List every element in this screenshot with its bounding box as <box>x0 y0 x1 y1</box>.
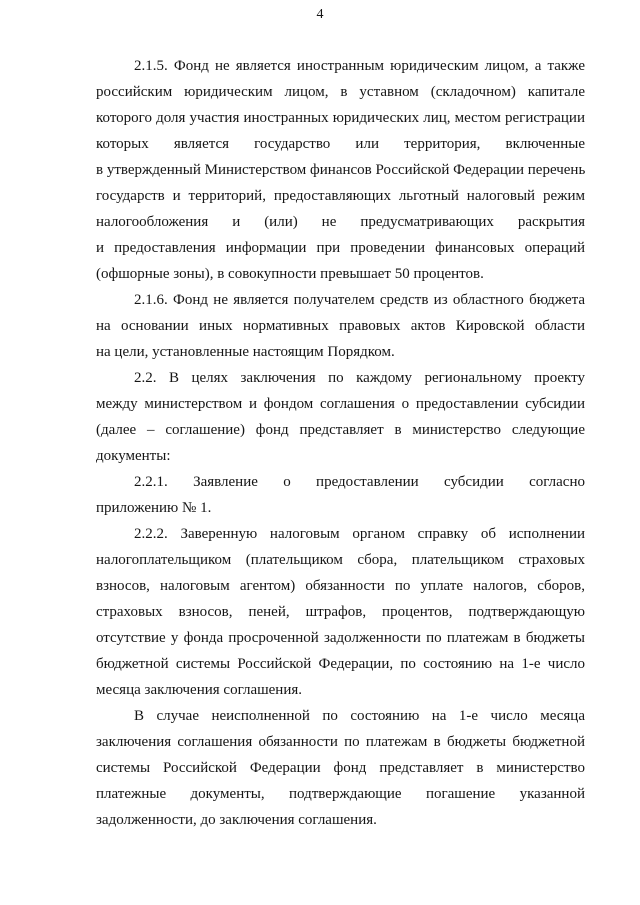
p-case-line: В случае неисполненной по состоянию на 1-е число месяца <box>134 708 585 724</box>
p-2-2-2-line: страховых взносов, пеней, штрафов, процентов, подтверждающую <box>96 604 585 620</box>
p-2-1-5-line: российским юридическим лицом, в уставном (складочном) капитале <box>96 84 585 100</box>
p-2-2-1-line: 2.2.1. Заявление о предоставлении субсидии согласно <box>134 474 585 490</box>
p-2-1-5-line: государств и территорий, предоставляющих льготный налоговый режим <box>96 188 585 204</box>
p-2-1-5-line: в утвержденный Министерством финансов Российской Федерации перечень <box>96 162 586 178</box>
p-2-2-2-line: 2.2.2. Заверенную налоговым органом справку об исполнении <box>134 526 585 542</box>
p-case-line: системы Российской Федерации фонд представляет в министерство <box>96 760 585 776</box>
p-2-2-2-line: взносов, налоговым агентом) обязанности по уплате налогов, сборов, <box>96 578 585 594</box>
p-2-1-5-line: 2.1.5. Фонд не является иностранным юридическим лицом, а также <box>134 58 585 74</box>
p-2-1-5-line: (офшорные зоны), в совокупности превышает 50 процентов. <box>96 266 484 282</box>
p-2-1-6-line: на цели, установленные настоящим Порядком. <box>96 344 395 360</box>
p-2-1-5-line: которого доля участия иностранных юридических лиц, местом регистрации <box>96 110 585 126</box>
p-2-2-2-line: налогоплательщиком (плательщиком сбора, плательщиком страховых <box>96 552 585 568</box>
p-2-2-line: 2.2. В целях заключения по каждому региональному проекту <box>134 370 585 386</box>
p-2-1-6-line: 2.1.6. Фонд не является получателем средств из областного бюджета <box>134 292 585 308</box>
p-2-2-2-line: бюджетной системы Российской Федерации, по состоянию на 1-е число <box>96 656 585 672</box>
p-2-2-line: между министерством и фондом соглашения о предоставлении субсидии <box>96 396 585 412</box>
p-case-line: задолженности, до заключения соглашения. <box>96 812 377 828</box>
p-2-1-6-line: на основании иных нормативных правовых актов Кировской области <box>96 318 585 334</box>
p-case-line: заключения соглашения обязанности по платежам в бюджеты бюджетной <box>96 734 585 750</box>
p-case-line: платежные документы, подтверждающие погашение указанной <box>96 786 585 802</box>
p-2-2-line: документы: <box>96 448 171 464</box>
p-2-1-5-line: и предоставления информации при проведении финансовых операций <box>96 240 585 256</box>
p-2-1-5-line: которых является государство или территория, включенные <box>96 136 585 152</box>
p-2-2-1-line: приложению № 1. <box>96 500 212 516</box>
page-number: 4 <box>316 7 324 22</box>
p-2-2-2-line: месяца заключения соглашения. <box>96 682 303 698</box>
p-2-2-2-line: отсутствие у фонда просроченной задолженности по платежам в бюджеты <box>96 630 585 646</box>
p-2-2-line: (далее – соглашение) фонд представляет в министерство следующие <box>96 422 585 438</box>
p-2-1-5-line: налогообложения и (или) не предусматривающих раскрытия <box>96 214 585 230</box>
